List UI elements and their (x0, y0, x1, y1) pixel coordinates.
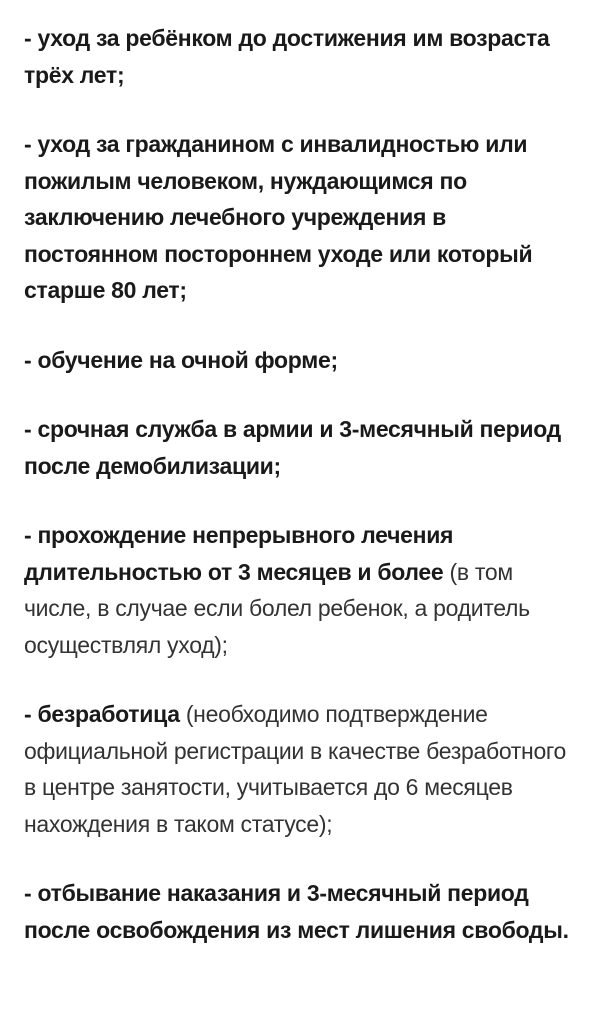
list-item-military-service (24, 411, 584, 484)
list-item-full-time-study (24, 342, 584, 379)
item-normal-text: (необходимо подтверждение официальной регистрации в качестве безработного в центре занятости, учитывается до 6 месяцев нахождения в таком статусе); (24, 701, 567, 837)
item-bold-text: - срочная служба в армии и 3-месячный период после демобилизации; (24, 416, 561, 479)
item-bold-text: - обучение на очной форме; (24, 346, 338, 373)
item-bold-text: - безработица (24, 701, 180, 727)
item-bold-text: - отбывание наказания и 3-месячный период после освобождения из мест лишения свободы. (24, 880, 569, 943)
list-item-child-care (24, 20, 584, 93)
item-bold-text: - прохождение непрерывного лечения длительностью от 3 месяцев и более (24, 522, 454, 585)
list-item-imprisonment (24, 875, 584, 948)
item-bold-text: - уход за гражданином с инвалидностью или пожилым человеком, нуждающимся по заключению лечебного учреждения в постоянном постороннем уходе или который старше 80 лет; (24, 131, 533, 303)
list-item-unemployment (24, 696, 584, 842)
list-item-medical-treatment (24, 517, 584, 663)
item-normal-text: (в том числе, в случае если болел ребенок, а родитель осуществлял уход); (24, 558, 530, 658)
item-bold-text: - уход за ребёнком до достижения им возраста трёх лет; (24, 25, 550, 88)
list-item-disabled-care (24, 126, 584, 309)
document-body (24, 20, 584, 948)
